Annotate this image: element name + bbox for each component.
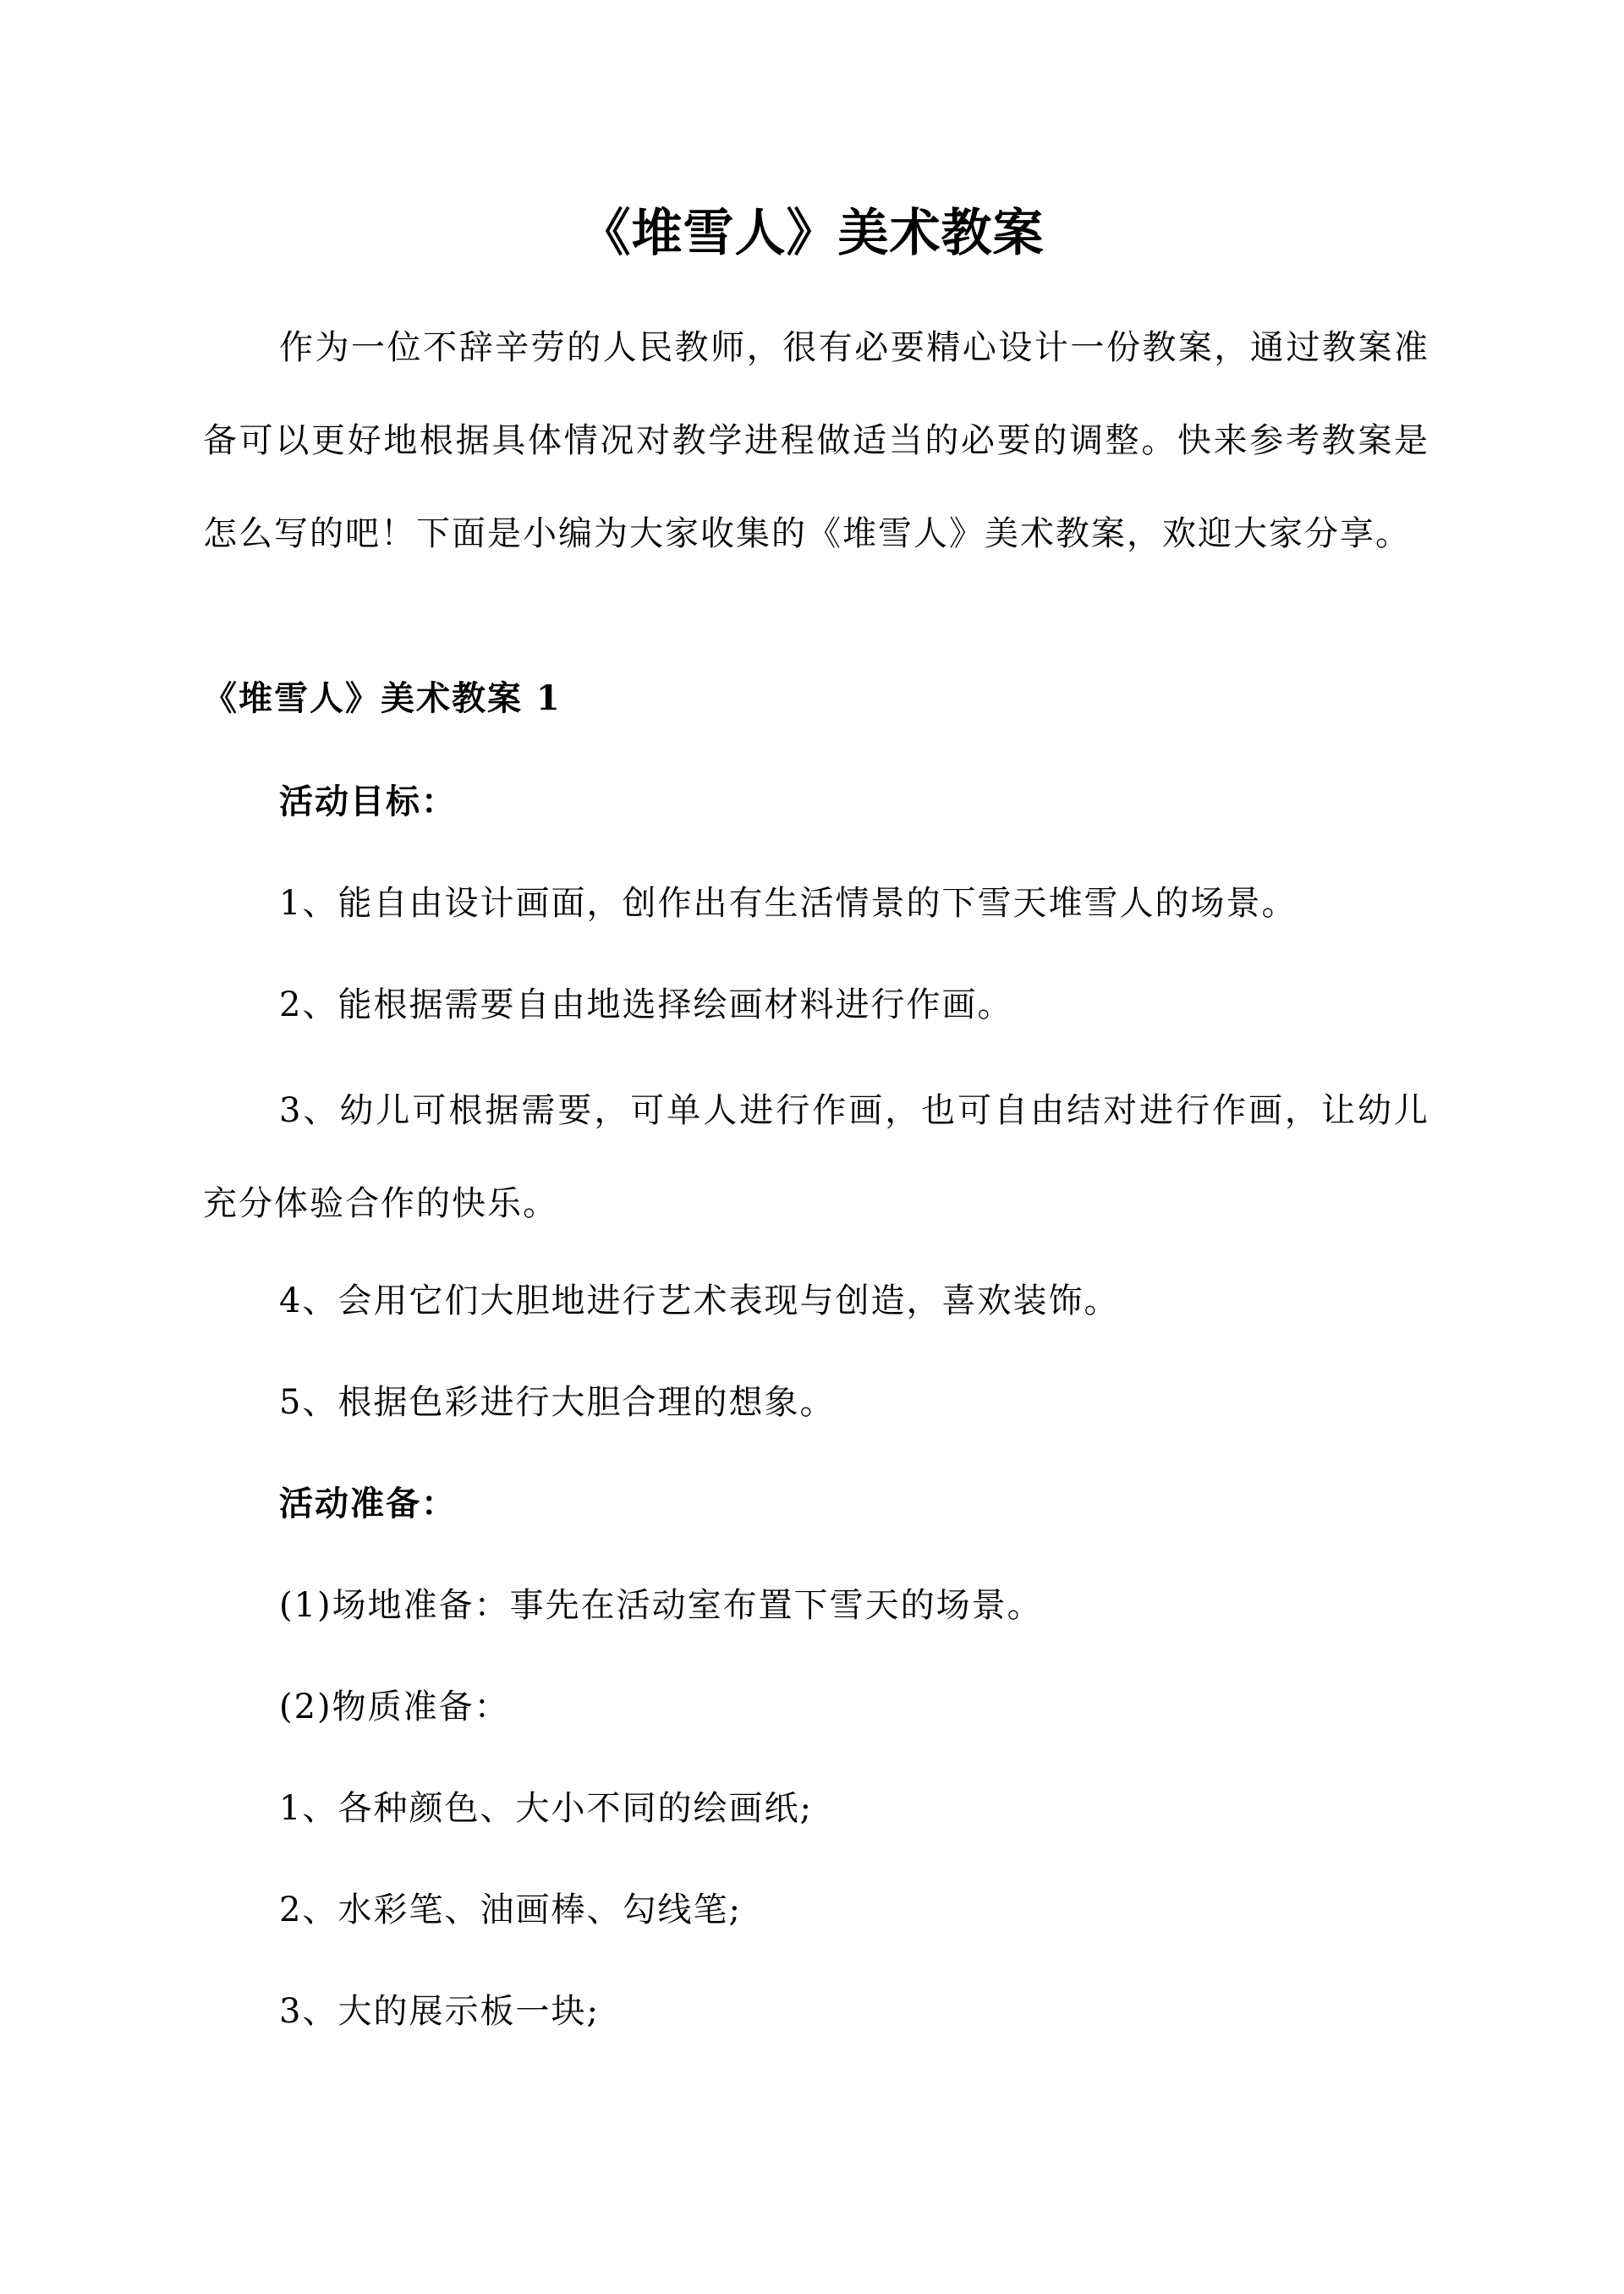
goal-item: 4、会用它们大胆地进行艺术表现与创造，喜欢装饰。 [279,1281,1120,1320]
goals-heading: 活动目标： [279,782,457,821]
goal-item: 2、能根据需要自由地选择绘画材料进行作画。 [279,985,1013,1024]
goal-item: 3、幼儿可根据需要，可单人进行作画，也可自由结对进行作画，让幼儿充分体验合作的快乐。 [203,1091,1429,1223]
material-item: 3、大的展示板一块; [279,1992,600,2031]
material-item: 1、各种颜色、大小不同的绘画纸; [279,1789,813,1828]
section-title: 《堆雪人》美术教案 1 [203,678,562,718]
intro-paragraph: 作为一位不辞辛劳的人民教师，很有必要精心设计一份教案，通过教案准备可以更好地根据具体情况对教学进程做适当的必要的调整。快来参考教案是怎么写的吧！下面是小编为大家收集的《堆雪人》美术教案，欢迎大家分享。 [203,328,1429,553]
goal-item: 1、能自由设计画面，创作出有生活情景的下雪天堆雪人的场景。 [279,884,1298,923]
prep-item: (2)物质准备： [279,1688,510,1726]
document-title: 《堆雪人》美术教案 [579,204,1045,263]
prep-heading: 活动准备： [279,1484,457,1523]
prep-item: (1)场地准备：事先在活动室布置下雪天的场景。 [279,1586,1043,1625]
material-item: 2、水彩笔、油画棒、勾线笔; [279,1891,742,1929]
goal-item: 5、根据色彩进行大胆合理的想象。 [279,1383,836,1422]
